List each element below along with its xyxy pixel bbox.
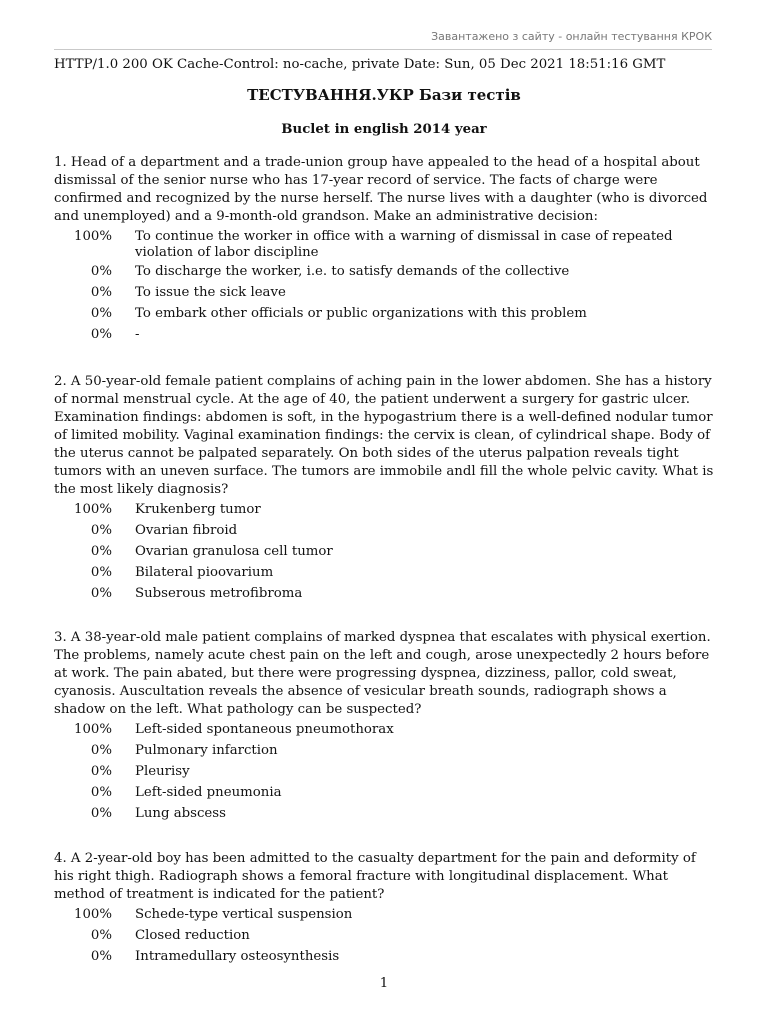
question-text: 4. A 2-year-old boy has been admitted to the casualty department for the pain and deformity of his right thigh. Radiograph shows a femoral fracture with longitudinal displacement. What method of treatment is indicated for the patient? (54, 851, 696, 902)
answer-text: Schede-type vertical suspension (135, 907, 353, 922)
answer-option (54, 501, 716, 520)
answer-option (54, 927, 716, 946)
answer-text: Ovarian fibroid (135, 523, 238, 538)
site-source-note: Завантажено з сайту - онлайн тестування КРОК (431, 30, 712, 43)
question-text: 2. A 50-year-old female patient complains of aching pain in the lower abdomen. She has a history of normal menstrual cycle. At the age of 40, the patient underwent a surgery for gastric ulcer. Examination findings: abdomen is soft, in the hypogastrium there is a well-defined nodular tumor of limited mobility. Vaginal examination findings: the cervix is clean, of cylindrical shape. Body of the uterus cannot be palpated separately. On both sides of the uterus palpation reveals tight tumors with an uneven surface. The tumors are immobile andl fill the whole pelvic cavity. What is the most likely diagnosis? (54, 374, 714, 497)
answer-option (54, 228, 716, 261)
answer-option (54, 784, 716, 803)
answer-percent: 0% (90, 785, 112, 800)
page-number: 1 (379, 976, 389, 991)
answer-text: Bilateral pioovarium (135, 565, 274, 580)
answer-text: Closed reduction (135, 928, 250, 943)
answer-text: Lung abscess (135, 806, 226, 821)
answer-percent: 0% (90, 806, 112, 821)
answer-text: Ovarian granulosa cell tumor (135, 544, 333, 559)
answer-option (54, 763, 716, 782)
answer-percent: 0% (90, 264, 112, 279)
answer-option (54, 522, 716, 541)
answer-option (54, 305, 716, 324)
answer-percent: 0% (90, 285, 112, 300)
answer-text: Intramedullary osteosynthesis (135, 949, 340, 964)
answer-text: Left-sided spontaneous pneumothorax (135, 722, 394, 737)
question-3 (54, 629, 716, 824)
question-2 (54, 373, 716, 604)
question-text: 1. Head of a department and a trade-union group have appealed to the head of a hospital about dismissal of the senior nurse who has 17-year record of service. The facts of charge were confirmed and recognized by the nurse herself. The nurse lives with a daughter (who is divorced and unemployed) and a 9-month-old grandson. Make an administrative decision: (54, 155, 708, 224)
answer-text: To discharge the worker, i.e. to satisfy demands of the collective (135, 264, 570, 279)
answer-text: - (135, 327, 140, 342)
question-4 (54, 850, 716, 967)
answer-percent: 0% (90, 523, 112, 538)
question-1 (54, 154, 716, 345)
answer-percent: 0% (90, 928, 112, 943)
document-title: ТЕСТУВАННЯ.УКР Бази тестів (247, 86, 521, 104)
answer-option (54, 805, 716, 824)
answer-option (54, 326, 716, 345)
answer-option (54, 742, 716, 761)
header-divider (54, 49, 712, 50)
answer-text: To continue the worker in office with a warning of dismissal in case of repeated violation of labor discipline (135, 229, 673, 260)
answer-text: Pleurisy (135, 764, 190, 779)
question-text: 3. A 38-year-old male patient complains of marked dyspnea that escalates with physical exertion. The problems, namely acute chest pain on the left and cough, arose unexpectedly 2 hours before at work. The pain abated, but there were progressing dyspnea, dizziness, pallor, cold sweat, cyanosis. Auscultation reveals the absence of vesicular breath sounds, radiograph shows a shadow on the left. What pathology can be suspected? (54, 630, 711, 717)
answer-option (54, 284, 716, 303)
answer-text: To embark other officials or public organizations with this problem (135, 306, 587, 321)
answer-percent: 0% (90, 327, 112, 342)
answer-percent: 0% (90, 544, 112, 559)
answer-option (54, 948, 716, 967)
answer-percent: 0% (90, 565, 112, 580)
answer-text: To issue the sick leave (135, 285, 286, 300)
answer-option (54, 263, 716, 282)
answer-option (54, 721, 716, 740)
answer-percent: 100% (73, 907, 112, 922)
http-header-line: HTTP/1.0 200 OK Cache-Control: no-cache, private Date: Sun, 05 Dec 2021 18:51:16 GMT (54, 57, 666, 72)
answer-option (54, 585, 716, 604)
answer-percent: 0% (90, 764, 112, 779)
answer-text: Left-sided pneumonia (135, 785, 282, 800)
answer-text: Krukenberg tumor (135, 502, 261, 517)
answer-text: Subserous metrofibroma (135, 586, 303, 601)
answer-percent: 100% (73, 229, 112, 244)
answer-percent: 0% (90, 743, 112, 758)
answer-percent: 0% (90, 306, 112, 321)
answer-option (54, 543, 716, 562)
answer-percent: 0% (90, 949, 112, 964)
answer-percent: 100% (73, 502, 112, 517)
answer-text: Pulmonary infarction (135, 743, 278, 758)
document-subtitle: Buclet in english 2014 year (281, 122, 487, 137)
answer-option (54, 564, 716, 583)
answer-percent: 0% (90, 586, 112, 601)
answer-percent: 100% (73, 722, 112, 737)
answer-option (54, 906, 716, 925)
